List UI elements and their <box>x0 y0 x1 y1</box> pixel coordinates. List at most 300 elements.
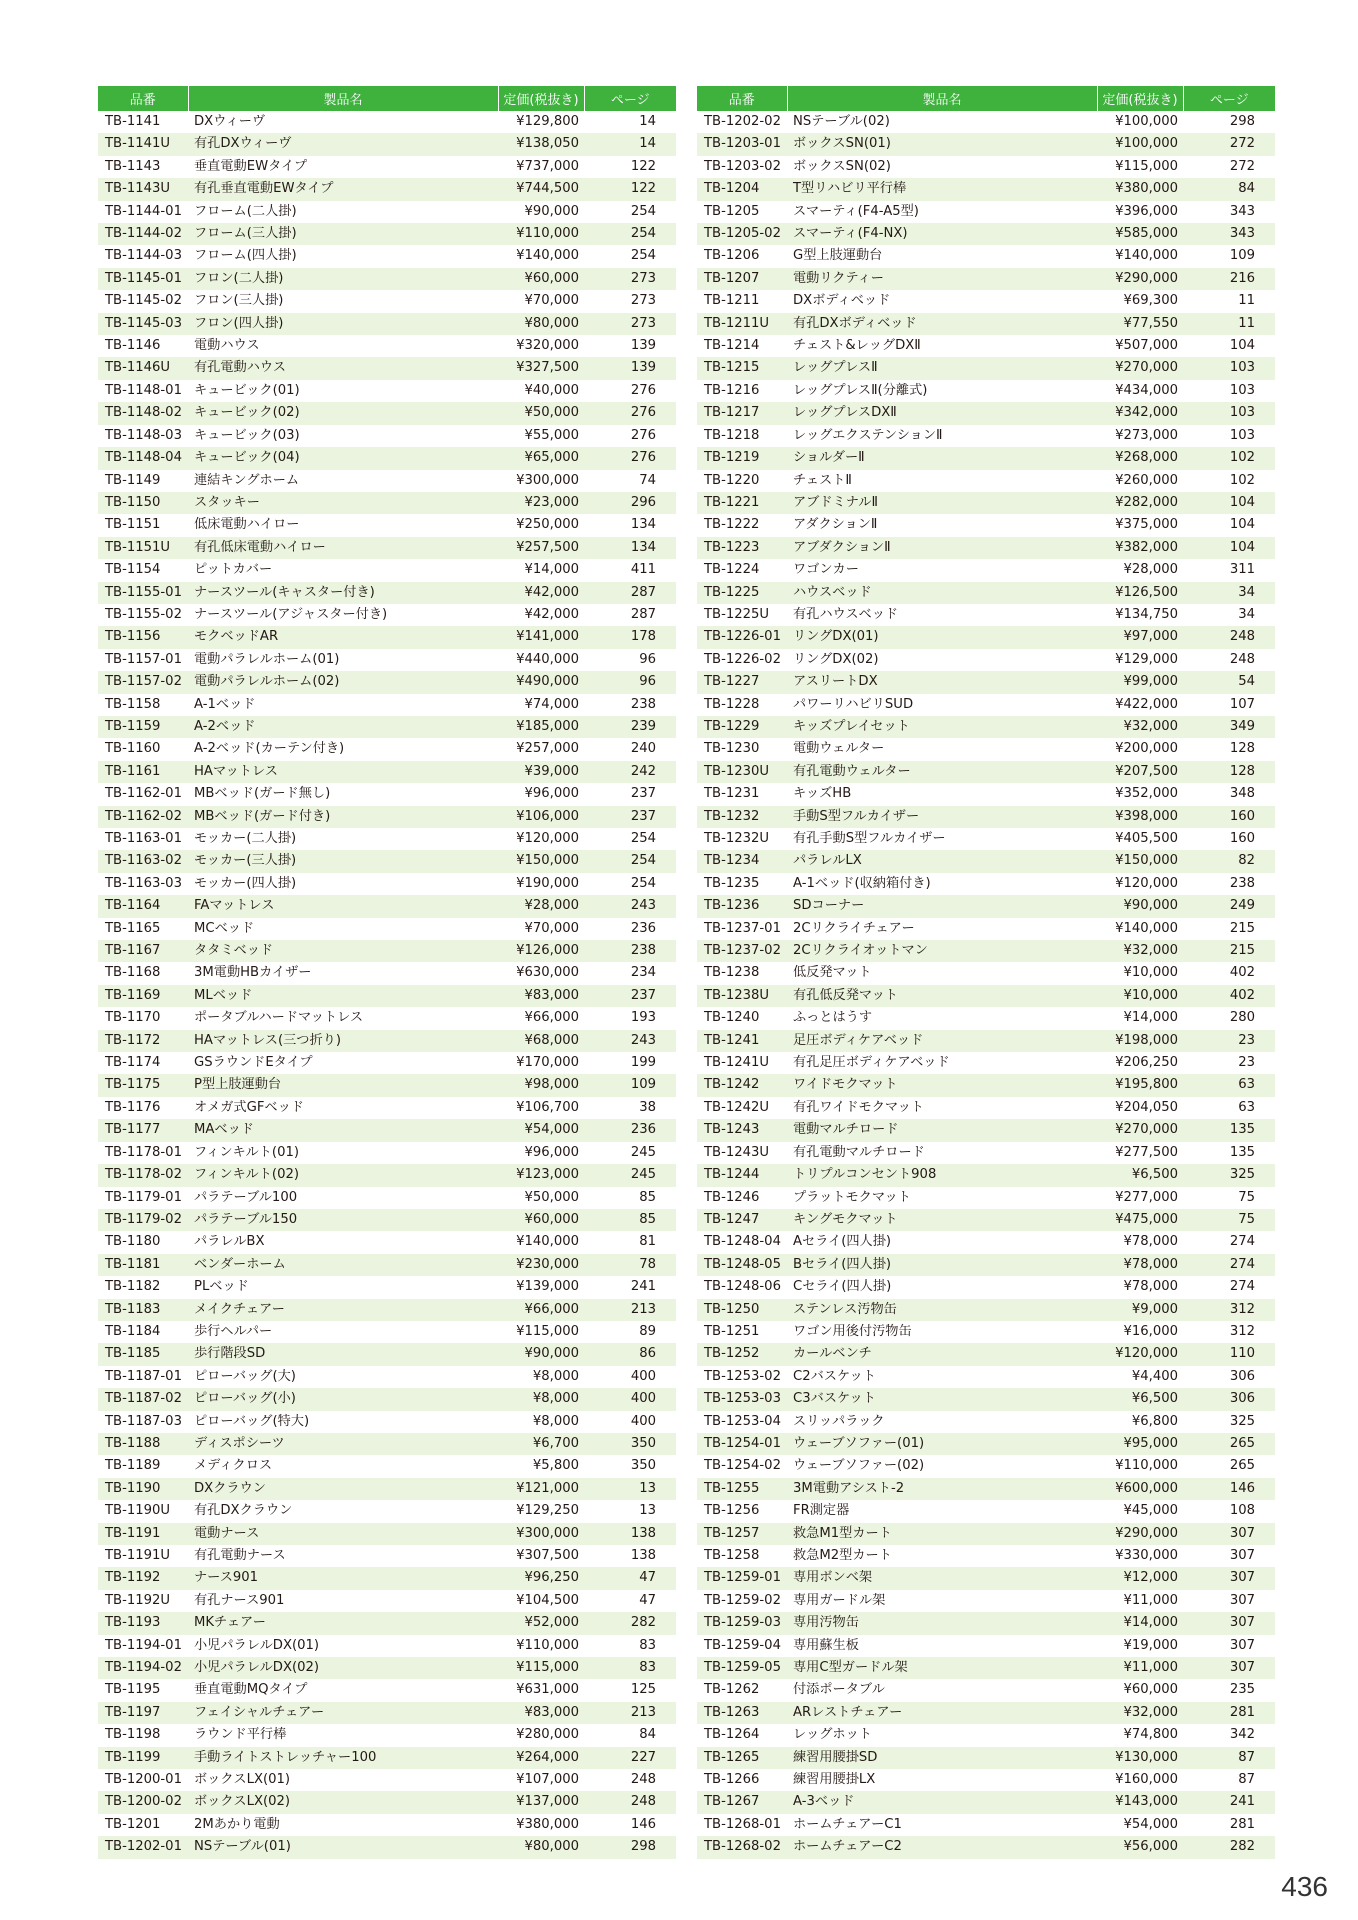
product-code: TB-1169 <box>98 985 188 1007</box>
product-name: ボックスLX(02) <box>188 1791 498 1813</box>
product-price: ¥69,300 <box>1123 293 1178 309</box>
product-page: 342 <box>1229 1727 1255 1743</box>
table-row <box>697 447 1275 469</box>
product-name: GSラウンドEタイプ <box>194 1055 313 1071</box>
product-price: ¥257,500 <box>498 537 584 559</box>
product-page: 307 <box>1229 1548 1255 1563</box>
product-price: ¥268,000 <box>1097 447 1183 469</box>
product-page: 84 <box>639 1727 656 1743</box>
product-price: ¥8,000 <box>532 1368 579 1384</box>
product-price: ¥744,500 <box>498 178 584 200</box>
table-row <box>98 626 676 648</box>
product-page: 276 <box>584 447 676 469</box>
product-code: TB-1254-01 <box>697 1433 787 1455</box>
product-code: TB-1253-03 <box>697 1388 787 1410</box>
product-price: ¥137,000 <box>498 1791 584 1813</box>
product-page: 312 <box>1183 1299 1275 1321</box>
product-price: ¥11,000 <box>1097 1657 1183 1679</box>
product-code: TB-1157-01 <box>105 651 182 667</box>
product-page: 276 <box>584 402 676 424</box>
product-code: TB-1248-04 <box>704 1234 781 1250</box>
product-code: TB-1199 <box>98 1747 188 1769</box>
product-name: MCベッド <box>194 920 255 936</box>
table-row <box>98 1500 676 1522</box>
product-price: ¥9,000 <box>1097 1299 1183 1321</box>
product-code: TB-1172 <box>98 1030 188 1052</box>
product-name: 電動ナース <box>188 1523 498 1545</box>
product-price: ¥327,500 <box>498 357 584 379</box>
product-price: ¥206,250 <box>1115 1055 1178 1071</box>
product-page: 241 <box>1183 1791 1275 1813</box>
product-name: レッグプレスⅡ <box>787 357 1097 379</box>
table-row <box>98 514 676 536</box>
product-price: ¥32,000 <box>1097 716 1183 738</box>
product-code: TB-1242U <box>704 1099 770 1115</box>
product-page: 248 <box>630 1772 656 1788</box>
product-code: TB-1158 <box>105 696 161 712</box>
product-page: 38 <box>639 1099 656 1115</box>
product-page: 307 <box>1183 1657 1275 1679</box>
table-row <box>98 850 676 872</box>
table-row <box>98 895 676 917</box>
product-name: 専用ガードル架 <box>793 1592 886 1608</box>
product-page: 47 <box>639 1592 656 1608</box>
product-price: ¥250,000 <box>516 517 579 533</box>
product-code: TB-1175 <box>98 1074 188 1096</box>
product-code: TB-1220 <box>704 472 760 488</box>
product-code: TB-1248-05 <box>697 1254 787 1276</box>
product-code: TB-1229 <box>697 716 787 738</box>
table-row <box>697 761 1275 783</box>
product-price: ¥6,700 <box>498 1433 584 1455</box>
header-page: ページ <box>1183 86 1275 111</box>
product-code: TB-1191 <box>98 1523 188 1545</box>
product-name: 有孔電動マルチロード <box>793 1144 925 1160</box>
product-price: ¥50,000 <box>498 402 584 424</box>
product-code: TB-1268-01 <box>704 1816 781 1832</box>
product-name: DXウィーヴ <box>194 114 266 129</box>
product-page: 350 <box>630 1458 656 1474</box>
product-code: TB-1266 <box>704 1772 760 1788</box>
product-price: ¥80,000 <box>498 1836 584 1858</box>
product-code: TB-1146U <box>98 357 188 379</box>
product-code: TB-1224 <box>704 562 760 578</box>
product-price: ¥74,000 <box>524 696 579 712</box>
product-page: 213 <box>584 1702 676 1724</box>
product-code: TB-1148-01 <box>105 382 182 398</box>
product-code: TB-1225U <box>704 606 770 622</box>
table-row <box>697 1231 1275 1253</box>
product-page: 350 <box>584 1433 676 1455</box>
product-price: ¥78,000 <box>1097 1254 1183 1276</box>
product-page: 238 <box>1229 875 1255 891</box>
product-price: ¥126,500 <box>1097 582 1183 604</box>
table-row <box>98 223 676 245</box>
product-name: ナースツール(アジャスター付き) <box>194 606 388 622</box>
header-price: 定価(税抜き) <box>498 86 584 111</box>
product-code: TB-1214 <box>704 338 760 354</box>
table-row <box>98 1702 676 1724</box>
product-name: HAマットレス(三つ折り) <box>188 1030 498 1052</box>
product-code: TB-1178-02 <box>98 1164 188 1186</box>
product-page: 237 <box>584 806 676 828</box>
product-name: パラテーブル150 <box>188 1209 498 1231</box>
product-price: ¥140,000 <box>516 1234 579 1250</box>
table-row <box>697 1388 1275 1410</box>
product-code: TB-1159 <box>98 716 188 738</box>
product-code: TB-1205 <box>704 203 760 219</box>
product-name: C2バスケット <box>793 1368 876 1384</box>
product-code: TB-1225 <box>697 582 787 604</box>
product-page: 75 <box>1238 1189 1255 1205</box>
product-price: ¥130,000 <box>1097 1747 1183 1769</box>
product-price: ¥120,000 <box>1097 1343 1183 1365</box>
product-code: TB-1216 <box>704 382 760 398</box>
product-price: ¥585,000 <box>1097 223 1183 245</box>
product-price: ¥106,700 <box>516 1099 579 1115</box>
table-row <box>697 1567 1275 1589</box>
product-page: 34 <box>1238 606 1255 622</box>
product-code: TB-1263 <box>697 1702 787 1724</box>
product-code: TB-1145-02 <box>105 293 182 309</box>
product-price: ¥170,000 <box>516 1055 579 1071</box>
table-row <box>697 245 1275 267</box>
product-name: 電動ウェルター <box>793 741 885 757</box>
product-price: ¥290,000 <box>1097 268 1183 290</box>
product-name: ラウンド平行棒 <box>194 1727 287 1743</box>
product-name: レッグプレスDXⅡ <box>787 402 1097 424</box>
product-name: 有孔ワイドモクマット <box>793 1099 924 1115</box>
product-page: 287 <box>584 582 676 604</box>
header-page: ページ <box>584 86 676 111</box>
product-name: Aセライ(四人掛) <box>793 1234 892 1250</box>
product-code: TB-1143 <box>105 158 161 174</box>
table-row <box>697 1187 1275 1209</box>
product-page: 87 <box>1238 1772 1255 1788</box>
product-code: TB-1162-01 <box>105 786 182 802</box>
product-price: ¥110,000 <box>516 1637 579 1653</box>
table-row <box>98 1791 676 1813</box>
product-name: フェイシャルチェアー <box>188 1702 498 1724</box>
product-price: ¥54,000 <box>1123 1816 1178 1832</box>
product-price: ¥97,000 <box>1097 626 1183 648</box>
table-row <box>98 1142 676 1164</box>
table-row <box>697 1500 1275 1522</box>
product-name: メイクチェアー <box>188 1299 498 1321</box>
product-name: キュービック(01) <box>194 382 300 398</box>
product-name: パラレルLX <box>787 850 1097 872</box>
product-name: レッグホット <box>793 1727 872 1743</box>
product-code: TB-1237-02 <box>697 940 787 962</box>
product-price: ¥100,000 <box>1097 133 1183 155</box>
product-price: ¥141,000 <box>498 626 584 648</box>
product-page: 402 <box>1183 985 1275 1007</box>
table-row <box>697 962 1275 984</box>
product-page: 215 <box>1229 920 1255 936</box>
product-page: 236 <box>584 1119 676 1141</box>
product-price: ¥195,800 <box>1097 1074 1183 1096</box>
product-page: 160 <box>1229 831 1255 846</box>
table-row <box>98 492 676 514</box>
product-price: ¥120,000 <box>1115 875 1178 891</box>
product-page: 236 <box>630 920 656 936</box>
product-price: ¥160,000 <box>1115 1772 1178 1788</box>
product-code: TB-1259-02 <box>704 1592 781 1608</box>
product-page: 82 <box>1183 850 1275 872</box>
product-code: TB-1192U <box>105 1592 171 1608</box>
product-price: ¥630,000 <box>516 965 579 981</box>
product-price: ¥737,000 <box>516 158 579 174</box>
product-price: ¥375,000 <box>1115 517 1178 533</box>
product-page: 104 <box>1229 338 1255 354</box>
product-price: ¥115,000 <box>516 1323 579 1339</box>
table-row <box>697 268 1275 290</box>
product-name: MLベッド <box>188 985 498 1007</box>
product-name: キッズプレイセット <box>787 716 1097 738</box>
table-row <box>697 694 1275 716</box>
product-page: 238 <box>584 940 676 962</box>
product-price: ¥14,000 <box>524 562 579 578</box>
product-page: 234 <box>630 965 656 981</box>
table-row <box>98 201 676 223</box>
product-page: 102 <box>1229 472 1255 488</box>
product-code: TB-1191U <box>105 1548 171 1563</box>
product-price: ¥405,500 <box>1115 831 1178 846</box>
product-name: 救急M2型カート <box>793 1548 892 1563</box>
product-name: 有孔DXウィーヴ <box>188 133 498 155</box>
product-name: フローム(二人掛) <box>194 203 297 219</box>
product-name: モッカー(四人掛) <box>194 875 297 891</box>
table-row <box>697 1052 1275 1074</box>
product-page: 23 <box>1238 1055 1255 1071</box>
product-price: ¥66,000 <box>498 1299 584 1321</box>
table-row <box>98 671 676 693</box>
table-row <box>98 111 676 133</box>
product-name: フローム(四人掛) <box>194 248 297 264</box>
product-price: ¥422,000 <box>1115 696 1178 712</box>
table-row <box>98 1343 676 1365</box>
table-row <box>98 245 676 267</box>
product-name: FAマットレス <box>188 895 498 917</box>
product-price: ¥90,000 <box>524 203 579 219</box>
table-row <box>98 1097 676 1119</box>
product-name: フローム(三人掛) <box>188 223 498 245</box>
table-row <box>98 178 676 200</box>
product-code: TB-1177 <box>98 1119 188 1141</box>
product-price: ¥150,000 <box>1097 850 1183 872</box>
product-name: 有孔手動S型フルカイザー <box>793 831 946 846</box>
table-row <box>98 761 676 783</box>
product-name: ピットカバー <box>194 562 273 578</box>
table-row <box>697 582 1275 604</box>
header-code: 品番 <box>697 86 787 111</box>
product-price: ¥631,000 <box>516 1682 579 1698</box>
product-code: TB-1160 <box>105 741 161 757</box>
product-name: 歩行ヘルパー <box>194 1323 273 1339</box>
product-price: ¥123,000 <box>498 1164 584 1186</box>
product-name: ふっとはうす <box>793 1010 873 1026</box>
product-page: 325 <box>1229 1413 1255 1429</box>
product-name: フィンキルト(02) <box>188 1164 498 1186</box>
product-price: ¥6,800 <box>1131 1413 1178 1429</box>
product-name: 有孔電動ウェルター <box>787 761 1097 783</box>
product-name: ピローバッグ(大) <box>194 1368 296 1384</box>
product-price: ¥434,000 <box>1115 382 1178 398</box>
product-code: TB-1218 <box>704 427 760 443</box>
product-code: TB-1182 <box>105 1279 161 1295</box>
product-code: TB-1232U <box>704 831 770 846</box>
table-row <box>98 1612 676 1634</box>
product-price: ¥65,000 <box>498 447 584 469</box>
product-price: ¥40,000 <box>524 382 579 398</box>
product-code: TB-1248-06 <box>704 1279 781 1295</box>
product-page: 272 <box>1229 158 1255 174</box>
product-page: 348 <box>1229 786 1255 802</box>
table-row <box>98 716 676 738</box>
product-price: ¥100,000 <box>1115 114 1178 129</box>
product-page: 104 <box>1183 537 1275 559</box>
product-page: 13 <box>639 1503 656 1519</box>
product-code: TB-1203-02 <box>704 158 781 174</box>
product-price: ¥280,000 <box>516 1727 579 1743</box>
product-price: ¥140,000 <box>1115 248 1178 264</box>
product-price: ¥90,000 <box>498 1343 584 1365</box>
product-name: 有孔足圧ボディケアベッド <box>793 1055 950 1071</box>
table-row <box>98 402 676 424</box>
product-code: TB-1226-01 <box>697 626 787 648</box>
product-name: 2Mあかり電動 <box>194 1816 280 1832</box>
product-page: 235 <box>1229 1682 1255 1698</box>
product-price: ¥475,000 <box>1097 1209 1183 1231</box>
product-name: 専用C型ガードル架 <box>787 1657 1097 1679</box>
product-price: ¥150,000 <box>498 850 584 872</box>
product-name: 有孔ハウスベッド <box>793 606 899 622</box>
product-price: ¥60,000 <box>498 1209 584 1231</box>
product-price: ¥23,000 <box>498 492 584 514</box>
product-page: 109 <box>584 1074 676 1096</box>
product-page: 254 <box>584 850 676 872</box>
table-row <box>98 918 676 940</box>
product-name: NSテーブル(01) <box>188 1836 498 1858</box>
product-page: 227 <box>584 1747 676 1769</box>
product-name: ワイドモクマット <box>787 1074 1097 1096</box>
table-row <box>98 1814 676 1836</box>
product-code: TB-1161 <box>98 761 188 783</box>
table-row <box>697 1545 1275 1567</box>
product-price: ¥270,000 <box>1097 357 1183 379</box>
product-price: ¥115,000 <box>1115 158 1178 174</box>
product-page: 273 <box>584 268 676 290</box>
product-name: G型上肢運動台 <box>793 248 883 264</box>
price-table-left <box>98 86 676 1859</box>
table-row <box>98 604 676 626</box>
product-page: 11 <box>1238 293 1255 309</box>
product-price: ¥68,000 <box>498 1030 584 1052</box>
product-page: 343 <box>1183 223 1275 245</box>
product-price: ¥140,000 <box>1115 920 1178 936</box>
table-row <box>697 1836 1275 1858</box>
product-name: レッグエクステンションⅡ <box>793 427 943 443</box>
product-page: 254 <box>584 223 676 245</box>
product-page: 307 <box>1229 1637 1255 1653</box>
table-row <box>697 178 1275 200</box>
table-row <box>697 671 1275 693</box>
product-page: 243 <box>584 895 676 917</box>
product-page: 280 <box>1229 1010 1255 1026</box>
product-code: TB-1144-02 <box>98 223 188 245</box>
product-name: 電動パラレルホーム(02) <box>188 671 498 693</box>
product-page: 216 <box>1183 268 1275 290</box>
product-page: 265 <box>1183 1433 1275 1455</box>
table-row <box>98 694 676 716</box>
product-code: TB-1257 <box>697 1523 787 1545</box>
product-name: ウェーブソファー(02) <box>793 1458 925 1474</box>
product-page: 296 <box>584 492 676 514</box>
table-row <box>697 985 1275 1007</box>
product-code: TB-1242 <box>697 1074 787 1096</box>
product-page: 107 <box>1229 696 1255 712</box>
table-row <box>697 1791 1275 1813</box>
product-price: ¥600,000 <box>1097 1478 1183 1500</box>
product-name: PLベッド <box>194 1279 249 1295</box>
product-page: 135 <box>1229 1144 1255 1160</box>
product-name: ボックスSN(02) <box>793 158 891 174</box>
table-row <box>98 559 676 581</box>
header-code: 品番 <box>98 86 188 111</box>
product-page: 276 <box>630 382 656 398</box>
table-row <box>697 1433 1275 1455</box>
table-row <box>98 1030 676 1052</box>
product-code: TB-1149 <box>105 472 161 488</box>
product-code: TB-1178-01 <box>105 1144 182 1160</box>
product-code: TB-1198 <box>105 1727 161 1743</box>
product-price: ¥6,500 <box>1097 1388 1183 1410</box>
table-row <box>697 425 1275 447</box>
product-name: キュービック(02) <box>188 402 498 424</box>
product-name: アスリートDX <box>787 671 1097 693</box>
product-code: TB-1259-01 <box>697 1567 787 1589</box>
product-page: 122 <box>630 158 656 174</box>
product-code: TB-1217 <box>697 402 787 424</box>
product-price: ¥45,000 <box>1123 1503 1178 1519</box>
product-code: TB-1163-03 <box>105 875 182 891</box>
product-page: 96 <box>584 671 676 693</box>
table-row <box>697 850 1275 872</box>
product-price: ¥352,000 <box>1115 786 1178 802</box>
product-price: ¥198,000 <box>1097 1030 1183 1052</box>
product-code: TB-1243U <box>704 1144 770 1160</box>
product-price: ¥14,000 <box>1123 1010 1178 1026</box>
product-code: TB-1207 <box>697 268 787 290</box>
product-page: 146 <box>1183 1478 1275 1500</box>
table-row <box>98 1433 676 1455</box>
product-code: TB-1235 <box>704 875 760 891</box>
product-name: フロン(二人掛) <box>188 268 498 290</box>
table-row <box>98 1545 676 1567</box>
product-name: リングDX(01) <box>787 626 1097 648</box>
product-price: ¥83,000 <box>498 985 584 1007</box>
product-code: TB-1246 <box>704 1189 760 1205</box>
product-name: 有孔低反発マット <box>787 985 1097 1007</box>
product-page: 74 <box>639 472 656 488</box>
product-page: 307 <box>1229 1592 1255 1608</box>
product-name: ボックスLX(01) <box>194 1772 291 1788</box>
table-row <box>697 470 1275 492</box>
product-code: TB-1162-02 <box>98 806 188 828</box>
product-name: C3バスケット <box>787 1388 1097 1410</box>
product-price: ¥307,500 <box>516 1548 579 1563</box>
product-price: ¥380,000 <box>516 1816 579 1832</box>
